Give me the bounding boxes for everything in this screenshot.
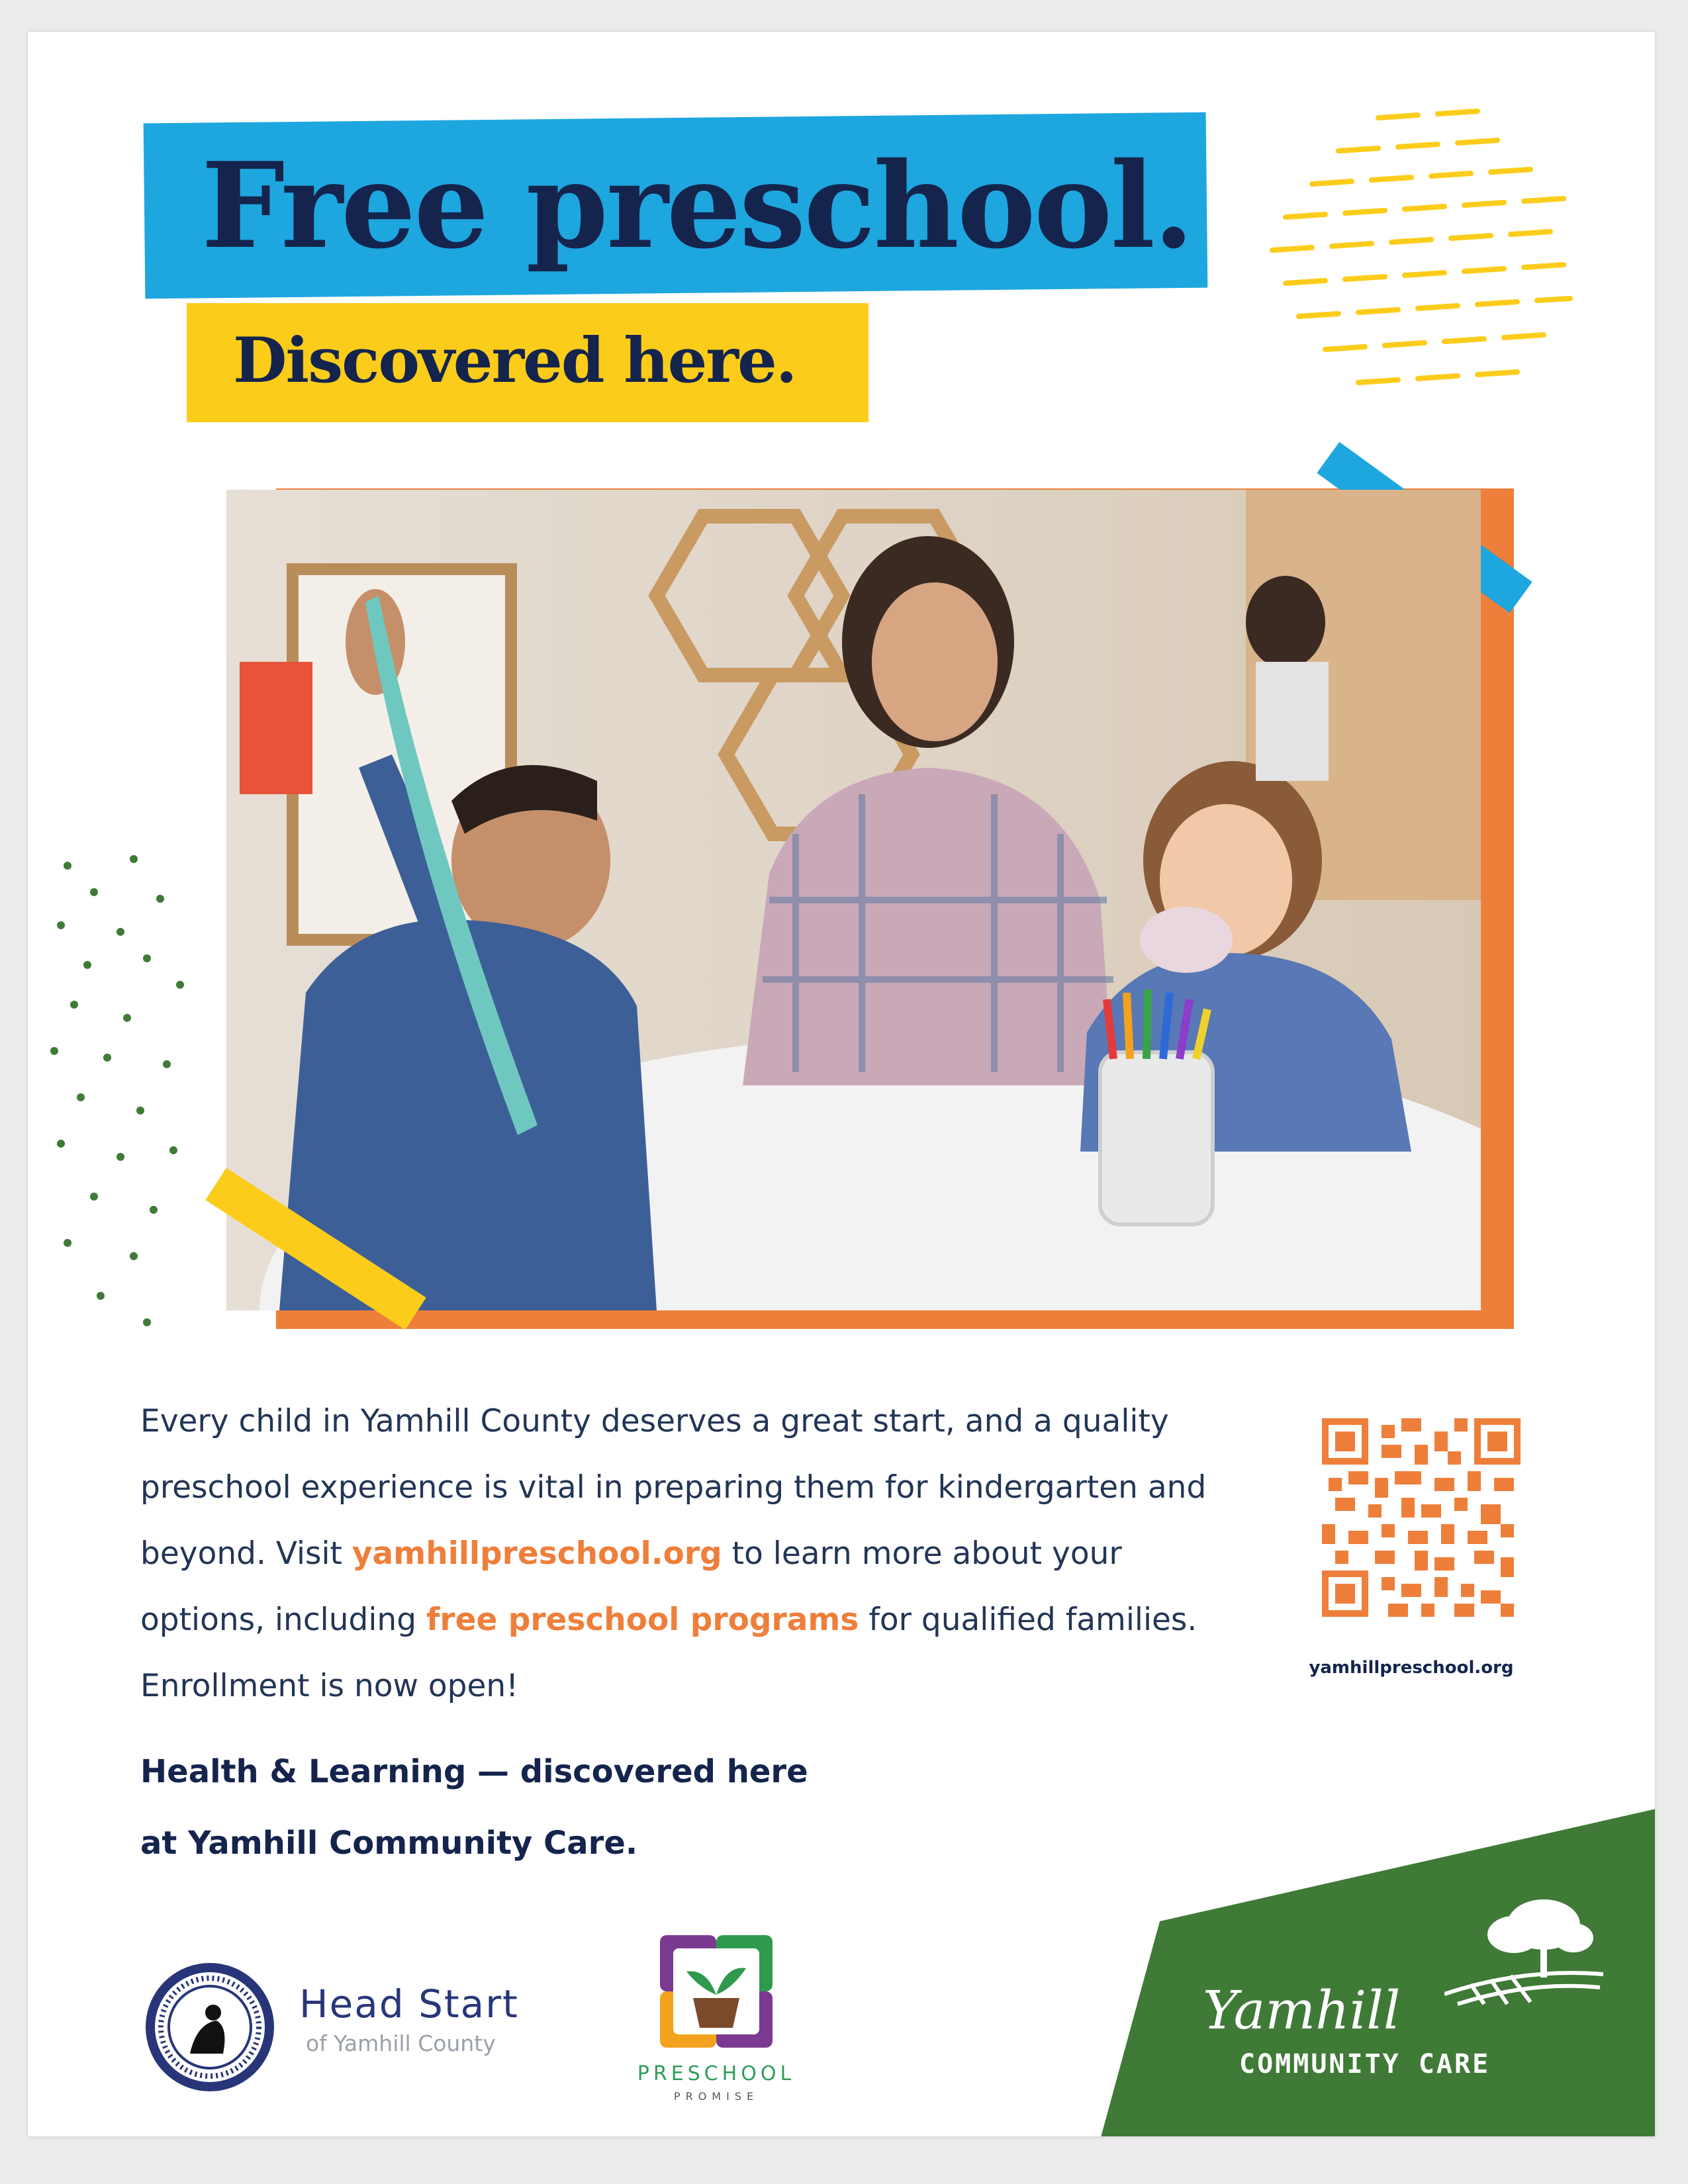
ycc-tree-icon <box>1444 1895 1603 2007</box>
tagline <box>140 1736 1133 1879</box>
body-text-part2: to learn more about your options, including <box>140 1535 1122 1638</box>
qr-code[interactable] <box>1322 1418 1521 1617</box>
preschool-promise-subtitle: PROMISE <box>673 2090 759 2103</box>
body-text-part3: for qualified families. Enrollment is now open! <box>140 1602 1197 1704</box>
headline-subtitle: Discovered here. <box>233 324 796 397</box>
head-start-title: Head Start <box>299 1981 519 2026</box>
website-link[interactable]: yamhillpreschool.org <box>352 1535 722 1572</box>
classroom-photo <box>226 490 1481 1310</box>
yellow-dash-pattern <box>1259 98 1630 469</box>
head-start-seal-icon <box>144 1961 276 2093</box>
headline-title: Free preschool. <box>201 136 1193 275</box>
tagline-line2: at Yamhill Community Care. <box>140 1825 638 1862</box>
qr-caption: yamhillpreschool.org <box>1309 1658 1514 1678</box>
flyer-page <box>28 32 1655 2136</box>
free-preschool-highlight: free preschool programs <box>426 1602 859 1638</box>
head-start-subtitle: of Yamhill County <box>306 2030 496 2056</box>
preschool-promise-title: PRESCHOOL <box>637 2062 796 2085</box>
body-text-part1: Every child in Yamhill County deserves a great start, and a quality preschool experience is vital in preparing them for kindergarten and beyond. Visit <box>140 1403 1207 1572</box>
green-dot-pattern <box>34 846 207 1349</box>
ycc-logo-subtitle: COMMUNITY CARE <box>1239 2049 1491 2079</box>
ycc-logo-name: Yamhill <box>1203 1979 1401 2041</box>
tagline-line1: Health & Learning — discovered here <box>140 1753 808 1790</box>
preschool-promise-logo-icon <box>660 1935 773 2048</box>
body-paragraph <box>140 1388 1252 1719</box>
